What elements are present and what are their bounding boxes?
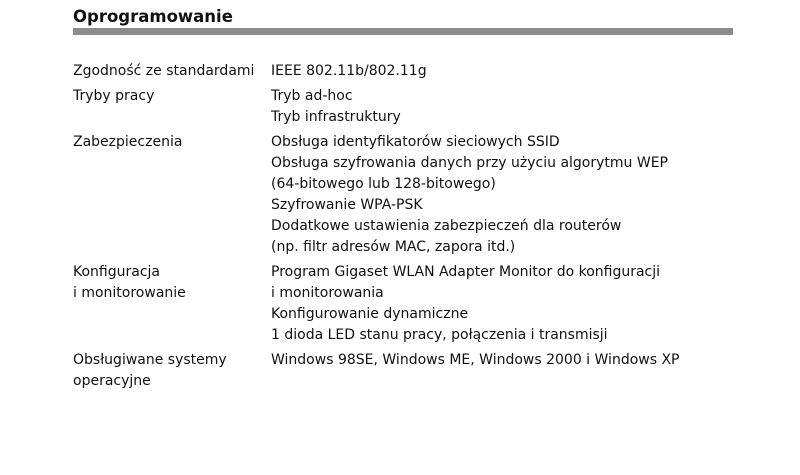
spec-value	[271, 61, 733, 86]
value-line: (64-bitowego lub 128-bitowego)	[271, 176, 496, 192]
value-line: 1 dioda LED stanu pracy, połączenia i transmisji	[271, 327, 608, 343]
value-line: i monitorowania	[271, 285, 384, 301]
value-line: IEEE 802.11b/802.11g	[271, 63, 427, 79]
value-line: Obsługa identyfikatorów sieciowych SSID	[271, 134, 560, 150]
spec-row-configuration	[73, 262, 733, 350]
spec-label	[73, 262, 271, 350]
value-line: Tryb infrastruktury	[271, 109, 401, 125]
spec-value	[271, 262, 733, 350]
spec-label	[73, 86, 271, 132]
spec-table	[73, 61, 733, 396]
label-line: Konfiguracja	[73, 264, 161, 280]
label-line: Obsługiwane systemy	[73, 352, 227, 368]
spec-label	[73, 350, 271, 396]
value-line: Dodatkowe ustawienia zabezpieczeń dla routerów	[271, 218, 622, 234]
value-line: Konfigurowanie dynamiczne	[271, 306, 469, 322]
label-line: Zabezpieczenia	[73, 134, 183, 150]
value-line: Tryb ad-hoc	[271, 88, 353, 104]
value-line: (np. filtr adresów MAC, zapora itd.)	[271, 239, 516, 255]
spec-row-standards	[73, 61, 733, 86]
section-heading: Oprogramowanie	[73, 7, 233, 26]
heading-rule	[73, 28, 733, 35]
value-line: Program Gigaset WLAN Adapter Monitor do konfiguracji	[271, 264, 661, 280]
label-line: Tryby pracy	[73, 88, 155, 104]
label-line: operacyjne	[73, 373, 151, 389]
spec-row-modes	[73, 86, 733, 132]
value-line: Obsługa szyfrowania danych przy użyciu algorytmu WEP	[271, 155, 668, 171]
spec-value	[271, 86, 733, 132]
spec-label	[73, 61, 271, 86]
spec-value	[271, 350, 733, 396]
spec-label	[73, 132, 271, 262]
spec-row-os	[73, 350, 733, 396]
label-line: i monitorowanie	[73, 285, 186, 301]
value-line: Windows 98SE, Windows ME, Windows 2000 i Windows XP	[271, 352, 680, 368]
label-line: Zgodność ze standardami	[73, 63, 255, 79]
value-line: Szyfrowanie WPA-PSK	[271, 197, 423, 213]
spec-value	[271, 132, 733, 262]
spec-row-security	[73, 132, 733, 262]
